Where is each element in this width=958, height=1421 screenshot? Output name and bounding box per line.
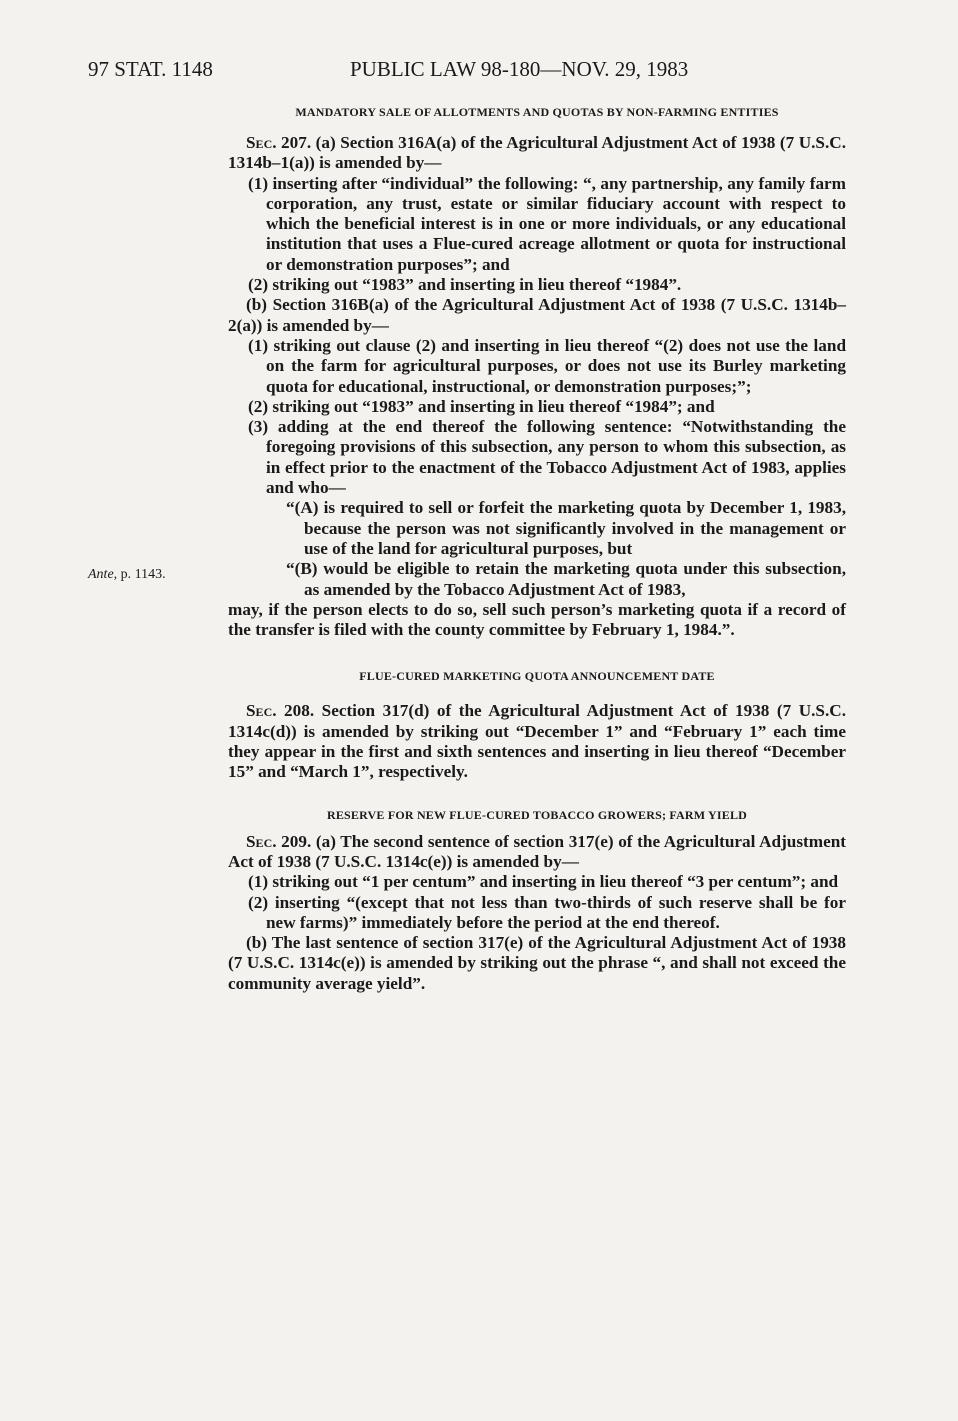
- section-208-body: 208. Section 317(d) of the Agricultural Adjustment Act of 1938 (7 U.S.C. 1314c(d)) is amended by striking out “December 1” and “February 1” each time they appear in the first and sixth sentences and inserting in lieu thereof “December 15” and “March 1”, respectively.: [228, 701, 846, 782]
- section-207-bA: “(A) is required to sell or forfeit the marketing quota by December 1, 1983, because the person was not significantly involved in the management or use of the land for agricultural purposes, but: [286, 498, 846, 558]
- section-207-intro-text: 207. (a) Section 316A(a) of the Agricultural Adjustment Act of 1938 (7 U.S.C. 1314b–1(a)) is amended by—: [228, 133, 846, 173]
- section-207-a1: (1) inserting after “individual” the following: “, any partnership, any family farm corporation, any trust, estate or similar fiduciary account with respect to which the beneficial interest is in one or more individuals, or any educational institution that uses a Flue-cured acreage allotment or quota for instructional or demonstration purposes”; and: [248, 173, 846, 274]
- stat-page-number: 97 STAT. 1148: [88, 57, 213, 81]
- sec-label: Sec.: [246, 701, 277, 721]
- margin-note-page: p. 1143.: [120, 567, 166, 582]
- margin-note-ref: Ante,: [88, 567, 118, 582]
- public-law-title: PUBLIC LAW 98-180—NOV. 29, 1983: [350, 57, 689, 81]
- section-207-b3: (3) adding at the end thereof the following sentence: “Notwithstanding the foregoing provisions of this subsection, any person to whom this subsection, as in effect prior to the enactment of the Tobacco Adjustment Act of 1983, applies and who—: [248, 417, 846, 498]
- section-207-tail: may, if the person elects to do so, sell such person’s marketing quota if a record of the transfer is filed with the county committee by February 1, 1984.”.: [228, 599, 846, 640]
- section-207-heading: MANDATORY SALE OF ALLOTMENTS AND QUOTAS BY NON-FARMING ENTITIES: [295, 105, 779, 119]
- section-209-b: (b) The last sentence of section 317(e) of the Agricultural Adjustment Act of 1938 (7 U.S.C. 1314c(e)) is amended by striking out the phrase “, and shall not exceed the community average yield”.: [228, 933, 846, 993]
- section-207-b1: (1) striking out clause (2) and inserting in lieu thereof “(2) does not use the land on the farm for agricultural purposes, or does not use its Burley marketing quota for educational, instructional, or demonstration purposes;”;: [248, 335, 846, 396]
- section-207-b2: (2) striking out “1983” and inserting in lieu thereof “1984”; and: [248, 396, 715, 416]
- section-207-intro: [228, 133, 846, 174]
- document-body: [228, 104, 846, 994]
- section-209-a2: (2) inserting “(except that not less than two-thirds of such reserve shall be for new farms)” immediately before the period at the end thereof.: [248, 892, 846, 932]
- sec-label: Sec.: [246, 133, 277, 152]
- section-208-text: [228, 701, 846, 782]
- section-209-intro-text: 209. (a) The second sentence of section 317(e) of the Agricultural Adjustment Act of 1938 (7 U.S.C. 1314c(e)) is amended by—: [228, 831, 847, 871]
- section-209-heading: RESERVE FOR NEW FLUE-CURED TOBACCO GROWERS; FARM YIELD: [326, 807, 748, 822]
- section-207-a2: (2) striking out “1983” and inserting in lieu thereof “1984”.: [248, 275, 682, 295]
- section-207-bB: “(B) would be eligible to retain the marketing quota under this subsection, as amended by the Tobacco Adjustment Act of 1983,: [286, 559, 846, 599]
- section-209-intro: [228, 832, 846, 873]
- section-208-heading: FLUE-CURED MARKETING QUOTA ANNOUNCEMENT DATE: [359, 669, 715, 684]
- section-209-a1: (1) striking out “1 per centum” and inserting in lieu thereof “3 per centum”; and: [248, 872, 839, 892]
- margin-note: [88, 567, 166, 583]
- sec-label: Sec.: [246, 831, 277, 851]
- section-207-b-intro: (b) Section 316B(a) of the Agricultural Adjustment Act of 1938 (7 U.S.C. 1314b–2(a)) is amended by—: [228, 295, 846, 335]
